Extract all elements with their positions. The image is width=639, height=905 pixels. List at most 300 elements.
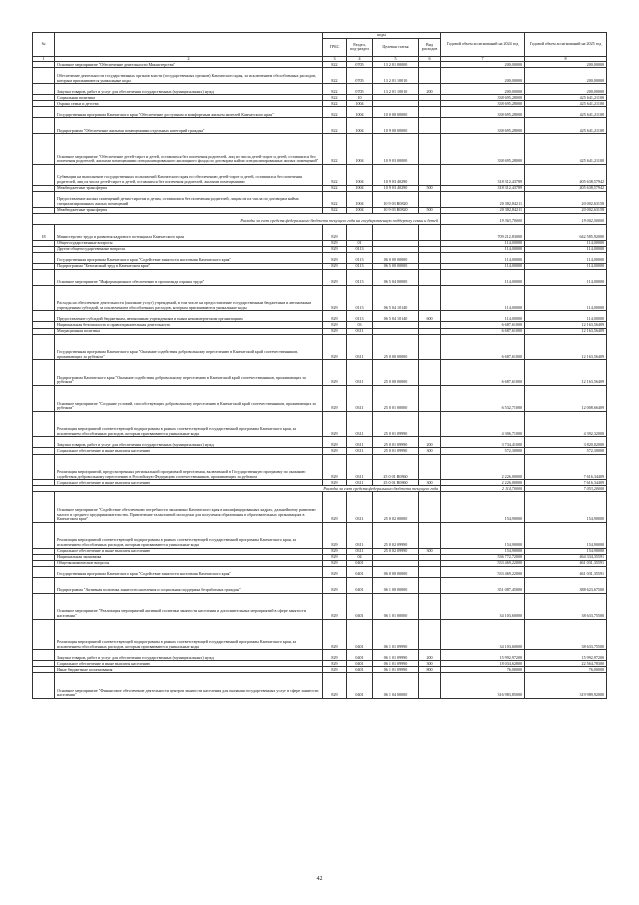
table-row bbox=[33, 118, 607, 134]
cell-vr: 500 bbox=[419, 185, 441, 191]
cell-name: Социальная политика bbox=[55, 95, 323, 101]
cell-razdel: 0401 bbox=[347, 577, 373, 593]
cell-name: Межбюджетные трансферты bbox=[55, 185, 323, 191]
cell-name: Другие общегосударственные вопросы bbox=[55, 246, 323, 252]
col-header-csr: Целевая статья bbox=[373, 38, 419, 56]
cell-2024: 114,00000 bbox=[441, 252, 525, 263]
cell-no bbox=[33, 492, 55, 523]
cell-2025: 154,90000 bbox=[525, 522, 607, 548]
cell-csr: 25 0 01 09990 bbox=[373, 411, 419, 437]
cell-razdel: 0311 bbox=[347, 454, 373, 480]
cell-csr: 06 1 00 00000 bbox=[373, 577, 419, 593]
cell-grbs: 829 bbox=[323, 252, 347, 263]
table-row bbox=[33, 619, 607, 650]
cell-name: Основное мероприятие "Создание условий, способствующих добровольному переселению в Камчатский край соотечественников, проживающих за рубежом" bbox=[55, 386, 323, 412]
table-row bbox=[33, 334, 607, 360]
cell-2025: 76,00000 bbox=[525, 667, 607, 673]
cell-razdel: 0705 bbox=[347, 62, 373, 68]
cell-razdel: 0311 bbox=[347, 480, 373, 486]
cell-csr: 10 9 03 40290 bbox=[373, 164, 419, 185]
cell-2024: 34 103,60000 bbox=[441, 619, 525, 650]
cell-2025: 4 392,32000 bbox=[525, 411, 607, 437]
table-row bbox=[33, 360, 607, 386]
cell-vr: 200 bbox=[419, 84, 441, 95]
cell-2025: 405 638,57942 bbox=[525, 185, 607, 191]
cell-name: Министерство труда и развития кадрового потенциала Камчатского края bbox=[55, 224, 323, 240]
cell-2024: 154,90000 bbox=[441, 492, 525, 523]
cell-razdel: 0311 bbox=[347, 334, 373, 360]
budget-allocation-table bbox=[32, 32, 607, 699]
cell-2024: 34 103,60000 bbox=[441, 593, 525, 619]
cell-2025: 12 008,66409 bbox=[525, 386, 607, 412]
cell-2024: 318 312,43789 bbox=[441, 164, 525, 185]
cell-razdel: 0113 bbox=[347, 263, 373, 269]
cell-grbs: 822 bbox=[323, 164, 347, 185]
cell-name: Подпрограмма Камчатского края "Оказание содействия добровольному переселению в Камчатский край соотечественников, проживающих за рубежом" bbox=[55, 360, 323, 386]
cell-razdel: 0113 bbox=[347, 246, 373, 252]
cell-no bbox=[33, 252, 55, 263]
cell-grbs: 829 bbox=[323, 548, 347, 554]
cell-2024: 6 687,61000 bbox=[441, 322, 525, 328]
cell-2024: 114,00000 bbox=[441, 285, 525, 311]
cell-no bbox=[33, 411, 55, 437]
cell-vr bbox=[419, 191, 441, 207]
cell-no bbox=[33, 134, 55, 165]
cell-vr bbox=[419, 285, 441, 311]
cell-name: Социальное обеспечение и иные выплаты населению bbox=[55, 661, 323, 667]
cell-vr: 300 bbox=[419, 661, 441, 667]
cell-no bbox=[33, 191, 55, 207]
cell-razdel: 1004 bbox=[347, 118, 373, 134]
cell-2025: 154,90000 bbox=[525, 492, 607, 523]
cell-csr: 10 9 00 00000 bbox=[373, 118, 419, 134]
cell-2025: 3 820,02000 bbox=[525, 437, 607, 448]
cell-2025: 388 623,67500 bbox=[525, 577, 607, 593]
col-num: 1 bbox=[33, 56, 55, 62]
cell-name: Закупка товаров, работ и услуг для обеспечения государственных (муниципальных) нужд bbox=[55, 84, 323, 95]
cell-2025: 114,00000 bbox=[525, 240, 607, 246]
cell-vr: 300 bbox=[419, 448, 441, 454]
cell-2025: 319 989,92000 bbox=[525, 673, 607, 699]
cell-2025: 114,00000 bbox=[525, 285, 607, 311]
cell-grbs: 822 bbox=[323, 101, 347, 107]
cell-no bbox=[33, 164, 55, 185]
cell-no bbox=[33, 285, 55, 311]
cell-grbs: 829 bbox=[323, 566, 347, 577]
cell-csr: 25 0 01 R0860 bbox=[373, 454, 419, 480]
cell-no bbox=[33, 566, 55, 577]
table-row bbox=[33, 84, 607, 95]
cell-2024: 709 212,83000 bbox=[441, 224, 525, 240]
cell-csr: 06 1 01 09990 bbox=[373, 667, 419, 673]
cell-2025: 200,00000 bbox=[525, 62, 607, 68]
cell-razdel: 0113 bbox=[347, 285, 373, 311]
cell-name: Социальное обеспечение и иные выплаты населению bbox=[55, 448, 323, 454]
cell-name: Подпрограмма "Безопасный труд в Камчатском крае" bbox=[55, 263, 323, 269]
cell-razdel: 0311 bbox=[347, 386, 373, 412]
cell-razdel: 0311 bbox=[347, 522, 373, 548]
cell-vr bbox=[419, 107, 441, 118]
cell-razdel: 1004 bbox=[347, 107, 373, 118]
cell-2025: 200,00000 bbox=[525, 68, 607, 84]
cell-razdel: 1004 bbox=[347, 185, 373, 191]
table-row bbox=[33, 454, 607, 480]
cell-razdel: 0113 bbox=[347, 311, 373, 322]
cell-2024: 533 469,22000 bbox=[441, 566, 525, 577]
cell-name: Иные бюджетные ассигнования bbox=[55, 667, 323, 673]
col-num: 7 bbox=[441, 56, 525, 62]
cell-grbs: 829 bbox=[323, 522, 347, 548]
table-row bbox=[33, 164, 607, 185]
cell-2024: 114,00000 bbox=[441, 240, 525, 246]
cell-csr: 10 9 03 00000 bbox=[373, 134, 419, 165]
table-row bbox=[33, 285, 607, 311]
cell-vr bbox=[419, 224, 441, 240]
table-row bbox=[33, 566, 607, 577]
cell-razdel: 0311 bbox=[347, 360, 373, 386]
cell-vr bbox=[419, 360, 441, 386]
cell-grbs: 829 bbox=[323, 240, 347, 246]
cell-csr: 10 9 03 R0820 bbox=[373, 191, 419, 207]
cell-razdel: 1004 bbox=[347, 101, 373, 107]
cell-grbs: 822 bbox=[323, 62, 347, 68]
cell-grbs: 829 bbox=[323, 480, 347, 486]
cell-2024: 2 226,00000 bbox=[441, 454, 525, 480]
cell-name: Предоставление жилых помещений детям-сиротам и детям, оставшимся без попечения родителей, лицам из их числа по договорам найма специализированных жилых помещений bbox=[55, 191, 323, 207]
cell-csr: 25 0 02 00000 bbox=[373, 492, 419, 523]
cell-2024: 19 363,70000 bbox=[441, 213, 525, 224]
cell-2024: 316 983,85000 bbox=[441, 673, 525, 699]
cell-csr: 06 1 01 09990 bbox=[373, 650, 419, 661]
cell-grbs: 822 bbox=[323, 207, 347, 213]
cell-grbs: 829 bbox=[323, 554, 347, 560]
cell-razdel: 0401 bbox=[347, 560, 373, 566]
cell-name: Реализация мероприятий, предусмотренных региональной программой переселения, включенной в Государственную программу по оказанию содействия добровольному переселению в Российскую Федерацию соотечественников, проживающих за рубежом bbox=[55, 454, 323, 480]
cell-grbs: 829 bbox=[323, 560, 347, 566]
cell-name: Социальное обеспечение и иные выплаты населению bbox=[55, 548, 323, 554]
cell-no bbox=[33, 107, 55, 118]
col-header-name bbox=[55, 33, 323, 57]
col-header-vr: Вид расходов bbox=[419, 38, 441, 56]
cell-2024: 2 114,70000 bbox=[441, 486, 525, 492]
cell-grbs: 822 bbox=[323, 134, 347, 165]
page-number: 42 bbox=[316, 876, 323, 882]
cell-csr: 25 0 01 00000 bbox=[373, 386, 419, 412]
cell-2024: 200,00000 bbox=[441, 84, 525, 95]
cell-name: Основное мероприятие "Обеспечение детей-сирот и детей, оставшихся без попечения родителей, лиц из числа детей-сирот и детей, оставшихся без попечения родителей, жилыми помещениями специализированного жилищного фонда по договорам найма специализированных жилых помещений" bbox=[55, 134, 323, 165]
table-row bbox=[33, 224, 607, 240]
cell-vr bbox=[419, 454, 441, 480]
cell-2025: 12 163,56409 bbox=[525, 334, 607, 360]
fed-budget-note: Расходы за счет средств федерального бюджета текущего года на государственную поддержку семьи и детей bbox=[33, 213, 441, 224]
cell-no bbox=[33, 118, 55, 134]
cell-2025: 114,00000 bbox=[525, 311, 607, 322]
cell-name: Межбюджетные трансферты bbox=[55, 207, 323, 213]
cell-2025: 461 031,35591 bbox=[525, 566, 607, 577]
cell-razdel: 1004 bbox=[347, 191, 373, 207]
cell-2025: 38 633,75500 bbox=[525, 619, 607, 650]
table-row bbox=[33, 311, 607, 322]
cell-no bbox=[33, 334, 55, 360]
cell-vr: 200 bbox=[419, 437, 441, 448]
cell-name: Основное мероприятие "Реализация мероприятий активной политики занятости населения и дополнительных мероприятий в сфере занятости населения" bbox=[55, 593, 323, 619]
cell-2024: 114,00000 bbox=[441, 263, 525, 269]
cell-2024: 6 687,61000 bbox=[441, 328, 525, 334]
cell-2024: 15 992,97200 bbox=[441, 650, 525, 661]
cell-vr bbox=[419, 68, 441, 84]
cell-no bbox=[33, 650, 55, 661]
cell-2025: 572,30000 bbox=[525, 448, 607, 454]
cell-razdel: 03 bbox=[347, 322, 373, 328]
col-num: 6 bbox=[419, 56, 441, 62]
cell-grbs: 829 bbox=[323, 224, 347, 240]
cell-razdel: 0113 bbox=[347, 269, 373, 285]
cell-no bbox=[33, 454, 55, 480]
cell-razdel: 0311 bbox=[347, 411, 373, 437]
cell-csr bbox=[373, 224, 419, 240]
cell-2024: 338 695,28000 bbox=[441, 134, 525, 165]
cell-razdel: 0311 bbox=[347, 448, 373, 454]
cell-2024: 4 306,71000 bbox=[441, 411, 525, 437]
cell-2025: 425 641,21100 bbox=[525, 118, 607, 134]
cell-no bbox=[33, 269, 55, 285]
cell-2025: 38 633,75500 bbox=[525, 593, 607, 619]
cell-grbs: 829 bbox=[323, 285, 347, 311]
cell-2025: 20 002,63158 bbox=[525, 207, 607, 213]
cell-2024: 536 772,72000 bbox=[441, 554, 525, 560]
cell-csr: 25 0 00 00000 bbox=[373, 334, 419, 360]
col-header-grbs: ГРБС bbox=[323, 38, 347, 56]
cell-2025: 425 641,21100 bbox=[525, 134, 607, 165]
cell-2024: 318 312,43789 bbox=[441, 185, 525, 191]
col-num: 2 bbox=[55, 56, 323, 62]
table-row bbox=[33, 650, 607, 661]
cell-2025: 12 163,56409 bbox=[525, 360, 607, 386]
cell-grbs: 829 bbox=[323, 492, 347, 523]
cell-vr: 300 bbox=[419, 480, 441, 486]
col-num: 8 bbox=[525, 56, 607, 62]
table-row bbox=[33, 68, 607, 84]
fed-budget-note: Расходы за счет средств федерального бюджета текущего года bbox=[33, 486, 441, 492]
cell-vr bbox=[419, 134, 441, 165]
cell-razdel: 0401 bbox=[347, 667, 373, 673]
cell-2024: 338 695,28000 bbox=[441, 118, 525, 134]
cell-vr bbox=[419, 252, 441, 263]
cell-2025: 461 031,35591 bbox=[525, 560, 607, 566]
table-row bbox=[33, 386, 607, 412]
cell-2025: 20 002,63158 bbox=[525, 191, 607, 207]
cell-name: Основное мероприятие "Финансовое обеспечение деятельности центров занятости населения для оказания государственных услуг в сфере занятости населения" bbox=[55, 673, 323, 699]
cell-csr: 25 0 00 00000 bbox=[373, 360, 419, 386]
cell-grbs: 829 bbox=[323, 661, 347, 667]
col-num: 4 bbox=[347, 56, 373, 62]
cell-name: Основное мероприятие "Содействие обеспечению потребности экономики Камчатского края в квалифицированных кадрах, дальнейшему развитию малого и среднего предпринимательства. Привлечение талантливой молодежи для получения образования в образовательных организациях в Камчатском крае" bbox=[55, 492, 323, 523]
cell-csr: 13 2 01 00000 bbox=[373, 62, 419, 68]
cell-grbs: 822 bbox=[323, 185, 347, 191]
cell-grbs: 822 bbox=[323, 191, 347, 207]
cell-grbs: 829 bbox=[323, 577, 347, 593]
cell-name: Миграционная политика bbox=[55, 328, 323, 334]
cell-csr: 25 0 01 09990 bbox=[373, 437, 419, 448]
cell-grbs: 829 bbox=[323, 246, 347, 252]
cell-2024: 572,30000 bbox=[441, 448, 525, 454]
table-row bbox=[33, 134, 607, 165]
cell-2025: 642 585,92000 bbox=[525, 224, 607, 240]
cell-no bbox=[33, 577, 55, 593]
cell-vr: 200 bbox=[419, 650, 441, 661]
cell-grbs: 822 bbox=[323, 68, 347, 84]
cell-grbs: 829 bbox=[323, 334, 347, 360]
cell-razdel: 04 bbox=[347, 554, 373, 560]
cell-name: Национальная безопасность и правоохранительная деятельность bbox=[55, 322, 323, 328]
cell-2024: 154,90000 bbox=[441, 522, 525, 548]
cell-csr: 06 0 00 00000 bbox=[373, 252, 419, 263]
cell-vr: 600 bbox=[419, 311, 441, 322]
cell-csr: 13 2 01 10010 bbox=[373, 84, 419, 95]
cell-csr: 06 1 01 09990 bbox=[373, 661, 419, 667]
table-row bbox=[33, 673, 607, 699]
cell-2024: 154,90000 bbox=[441, 548, 525, 554]
budget-table-page bbox=[32, 32, 606, 699]
cell-2025: 464 334,35591 bbox=[525, 554, 607, 560]
cell-2025: 7 616,34409 bbox=[525, 454, 607, 480]
cell-name: Государственная программа Камчатского края "Оказание содействия добровольному переселению в Камчатский край соотечественников, проживающих за рубежом" bbox=[55, 334, 323, 360]
cell-no bbox=[33, 386, 55, 412]
cell-grbs: 829 bbox=[323, 593, 347, 619]
cell-csr: 25 0 01 09990 bbox=[373, 448, 419, 454]
cell-vr bbox=[419, 269, 441, 285]
cell-no: 18 bbox=[33, 224, 55, 240]
cell-2024: 76,00000 bbox=[441, 667, 525, 673]
cell-grbs: 829 bbox=[323, 263, 347, 269]
cell-razdel: 01 bbox=[347, 240, 373, 246]
cell-2024: 114,00000 bbox=[441, 246, 525, 252]
cell-name: Реализация мероприятий соответствующей подпрограммы в рамках соответствующей государственной программы Камчатского края, за исключением обособленных расходов, которым присваиваются уникальные коды bbox=[55, 522, 323, 548]
col-header-codes: коды bbox=[323, 33, 441, 39]
cell-vr bbox=[419, 411, 441, 437]
cell-no bbox=[33, 84, 55, 95]
cell-csr: 25 0 02 09990 bbox=[373, 522, 419, 548]
table-row bbox=[33, 411, 607, 437]
cell-csr: 06 0 00 00000 bbox=[373, 566, 419, 577]
cell-vr bbox=[419, 593, 441, 619]
cell-razdel: 0401 bbox=[347, 566, 373, 577]
cell-2024: 533 469,22000 bbox=[441, 560, 525, 566]
cell-name: Закупка товаров, работ и услуг для обеспечения государственных (муниципальных) нужд bbox=[55, 437, 323, 448]
cell-name: Реализация мероприятий соответствующей подпрограммы в рамках соответствующей государственной программы Камчатского края, за исключением обособленных расходов, которым присваиваются уникальные коды bbox=[55, 411, 323, 437]
cell-name: Основное мероприятие "Обеспечение деятельности Министерства" bbox=[55, 62, 323, 68]
cell-no bbox=[33, 68, 55, 84]
cell-razdel: 10 bbox=[347, 95, 373, 101]
table-row bbox=[33, 577, 607, 593]
col-header-2024: Годовой объем ассигнований на 2024 год bbox=[441, 33, 525, 57]
cell-2025: 114,00000 bbox=[525, 269, 607, 285]
cell-no bbox=[33, 360, 55, 386]
cell-name: Расходы на обеспечение деятельности (оказание услуг) учреждений, в том числе на предоставление государственным бюджетным и автономным учреждениям субсидий, за исключением обособленных расходов, которым присваиваются уникальные коды bbox=[55, 285, 323, 311]
cell-name: Государственная программа Камчатского края "Обеспечение доступным и комфортным жильем жителей Камчатского края" bbox=[55, 107, 323, 118]
cell-grbs: 829 bbox=[323, 673, 347, 699]
cell-no bbox=[33, 437, 55, 448]
cell-2025: 200,00000 bbox=[525, 84, 607, 95]
cell-2025: 22 564,78300 bbox=[525, 661, 607, 667]
cell-grbs: 822 bbox=[323, 95, 347, 101]
cell-2025: 19 002,50000 bbox=[525, 213, 607, 224]
cell-no bbox=[33, 593, 55, 619]
cell-no bbox=[33, 311, 55, 322]
cell-grbs: 829 bbox=[323, 448, 347, 454]
cell-razdel: 1004 bbox=[347, 164, 373, 185]
cell-grbs: 829 bbox=[323, 322, 347, 328]
cell-no bbox=[33, 619, 55, 650]
cell-2025: 12 163,56409 bbox=[525, 322, 607, 328]
cell-name: Подпрограмма "Обеспечение жилыми помещениями отдельных категорий граждан" bbox=[55, 118, 323, 134]
cell-grbs: 829 bbox=[323, 437, 347, 448]
col-header-2025: Годовой объем ассигнований на 2025 год bbox=[525, 33, 607, 57]
cell-2025: 15 992,97200 bbox=[525, 650, 607, 661]
cell-csr: 06 5 00 00000 bbox=[373, 263, 419, 269]
cell-2024: 3 734,41000 bbox=[441, 437, 525, 448]
cell-2024: 6 532,71000 bbox=[441, 386, 525, 412]
cell-2024: 338 695,28000 bbox=[441, 95, 525, 101]
cell-razdel: 0311 bbox=[347, 548, 373, 554]
cell-razdel: 0705 bbox=[347, 68, 373, 84]
cell-grbs: 829 bbox=[323, 360, 347, 386]
cell-name: Государственная программа Камчатского края "Содействие занятости населения Камчатского края" bbox=[55, 252, 323, 263]
col-header-no: № bbox=[33, 33, 55, 57]
cell-grbs: 822 bbox=[323, 84, 347, 95]
col-header-razdel: Раздел, под-раздел bbox=[347, 38, 373, 56]
table-row bbox=[33, 213, 607, 224]
table-body bbox=[33, 62, 607, 699]
cell-vr: 300 bbox=[419, 548, 441, 554]
table-row bbox=[33, 252, 607, 263]
cell-grbs: 829 bbox=[323, 269, 347, 285]
cell-2024: 6 687,61000 bbox=[441, 334, 525, 360]
cell-name: Реализация мероприятий соответствующей подпрограммы в рамках соответствующей государственной программы Камчатского края, за исключением обособленных расходов, которым присваиваются уникальные коды bbox=[55, 619, 323, 650]
cell-grbs: 829 bbox=[323, 650, 347, 661]
cell-no bbox=[33, 522, 55, 548]
cell-vr bbox=[419, 492, 441, 523]
cell-razdel: 0401 bbox=[347, 593, 373, 619]
cell-vr bbox=[419, 386, 441, 412]
cell-2024: 351 087,45000 bbox=[441, 577, 525, 593]
cell-csr: 10 9 03 40290 bbox=[373, 185, 419, 191]
cell-csr: 10 9 03 R0820 bbox=[373, 207, 419, 213]
cell-razdel: 0401 bbox=[347, 619, 373, 650]
cell-name: Предоставление субсидий бюджетным, автономным учреждениям и иным некоммерческим организациям bbox=[55, 311, 323, 322]
cell-name: Субвенции на выполнение государственных полномочий Камчатского края по обеспечению детей-сирот и детей, оставшихся без попечения родителей, лиц из числа детей-сирот и детей, оставшихся без попечения родителей, жилыми помещениями bbox=[55, 164, 323, 185]
cell-razdel: 1004 bbox=[347, 134, 373, 165]
cell-razdel: 0401 bbox=[347, 650, 373, 661]
cell-2024: 2 226,00000 bbox=[441, 480, 525, 486]
table-row bbox=[33, 269, 607, 285]
cell-name: Подпрограмма "Активная политика занятости населения и социальная поддержка безработных граждан" bbox=[55, 577, 323, 593]
cell-vr bbox=[419, 673, 441, 699]
cell-grbs: 822 bbox=[323, 118, 347, 134]
cell-grbs: 829 bbox=[323, 619, 347, 650]
cell-csr: 06 5 04 00000 bbox=[373, 269, 419, 285]
table-row bbox=[33, 437, 607, 448]
cell-vr bbox=[419, 619, 441, 650]
cell-2024: 114,00000 bbox=[441, 311, 525, 322]
cell-2024: 114,00000 bbox=[441, 269, 525, 285]
cell-razdel: 0401 bbox=[347, 661, 373, 667]
cell-no bbox=[33, 673, 55, 699]
cell-vr: 500 bbox=[419, 207, 441, 213]
table-row bbox=[33, 522, 607, 548]
cell-2025: 114,00000 bbox=[525, 252, 607, 263]
table-row bbox=[33, 191, 607, 207]
